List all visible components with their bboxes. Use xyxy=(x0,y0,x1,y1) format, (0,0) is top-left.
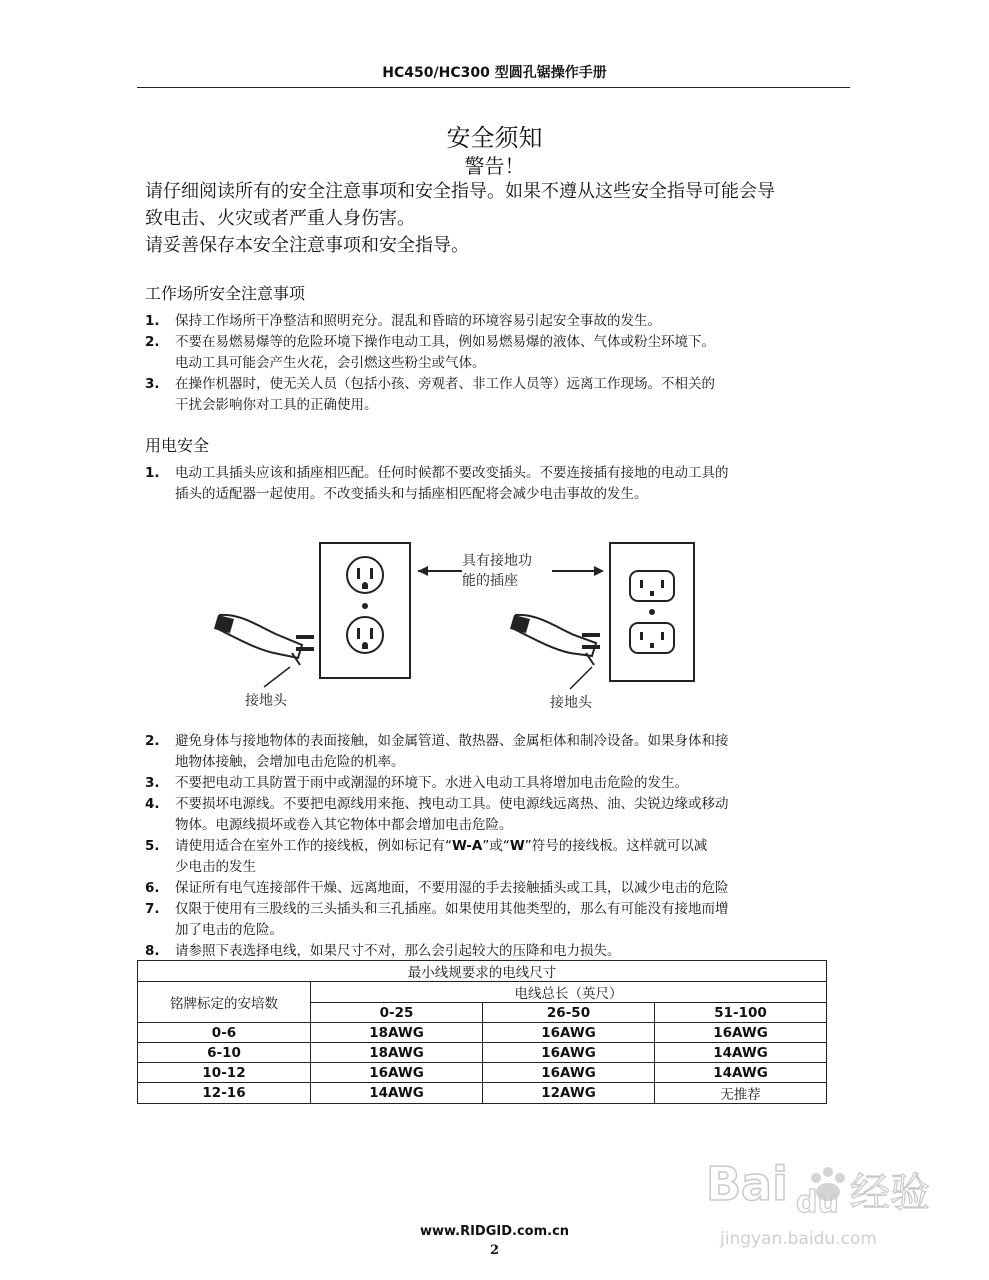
section-heading-work-area: 工作场所安全注意事项 xyxy=(145,284,306,303)
intro-line: 致电击、火灾或者严重人身伤害。 xyxy=(145,208,415,229)
amps-cell: 10-12 xyxy=(138,1063,311,1083)
warning-heading: 警告！ xyxy=(464,154,525,178)
item-number: 4. xyxy=(145,796,160,812)
list-item xyxy=(145,941,845,962)
table-title: 最小线规要求的电线尺寸 xyxy=(138,961,827,982)
item-text: 不要在易燃易爆等的危险环境下操作电动工具，例如易燃易爆的液体、气体或粉尘环境下。 电动工具可能会产生火花，会引燃这些粉尘或气体。 xyxy=(175,334,715,371)
right-ground-caption: 接地头 xyxy=(550,695,592,711)
left-receptacle-top xyxy=(347,557,383,593)
table-cell: 12AWG xyxy=(483,1083,655,1104)
document-header: HC450/HC300 型圆孔锯操作手册 xyxy=(382,65,607,81)
screw-icon xyxy=(362,603,368,609)
list-item xyxy=(145,731,845,773)
item-number: 8. xyxy=(145,943,160,959)
table-cell: 16AWG xyxy=(483,1023,655,1043)
column-header: 51-100 xyxy=(655,1003,827,1023)
amps-cell: 0-6 xyxy=(138,1023,311,1043)
list-item xyxy=(145,899,845,941)
amps-cell: 12-16 xyxy=(138,1083,311,1104)
electrical-list-item1 xyxy=(145,463,845,505)
list-item xyxy=(145,463,845,505)
item-number: 2. xyxy=(145,334,160,350)
item-text xyxy=(175,836,845,878)
outlet-label-line2: 能的插座 xyxy=(462,573,518,589)
work-area-list xyxy=(145,311,845,416)
left-ground-caption: 接地头 xyxy=(245,693,287,709)
table-row xyxy=(138,1043,827,1063)
right-receptacle-bottom xyxy=(630,623,674,653)
watermark-url: jingyan.baidu.com xyxy=(720,1229,877,1249)
item-text: 不要把电动工具防置于雨中或潮湿的环境下。水进入电动工具将增加电击危险的发生。 xyxy=(175,775,688,791)
electrical-list xyxy=(145,731,845,962)
footer-url: www.RIDGID.com.cn xyxy=(419,1224,570,1239)
length-header: 电线总长（英尺） xyxy=(311,982,827,1003)
item-text: 请参照下表选择电线，如果尺寸不对，那么会引起较大的压降和电力损失。 xyxy=(175,943,621,959)
intro-paragraph xyxy=(145,178,855,259)
list-item xyxy=(145,311,845,332)
item-number: 5. xyxy=(145,838,160,854)
item-number: 6. xyxy=(145,880,160,896)
table-cell: 16AWG xyxy=(311,1063,483,1083)
outlet-label-line1: 具有接地功 xyxy=(462,553,532,569)
grounded-outlet-figure xyxy=(200,535,720,715)
list-item xyxy=(145,374,845,416)
table-row xyxy=(138,1023,827,1043)
header-divider xyxy=(137,87,850,88)
table-cell: 无推荐 xyxy=(655,1083,827,1104)
list-item xyxy=(145,878,845,899)
item-text: 在操作机器时，使无关人员（包括小孩、旁观者、非工作人员等）远离工作现场。不相关的 干扰会影响你对工具的正确使用。 xyxy=(175,376,715,413)
item-number: 1. xyxy=(145,465,160,481)
list-item xyxy=(145,773,845,794)
right-plug-icon xyxy=(510,615,600,665)
item-text: 避免身体与接地物体的表面接触，如金属管道、散热器、金属柜体和制冷设备。如果身体和接 地物体接触，会增加电击危险的机率。 xyxy=(175,733,729,770)
watermark-brand2: du xyxy=(796,1185,839,1220)
item-number: 2. xyxy=(145,733,160,749)
table-row xyxy=(138,1083,827,1104)
item-number: 3. xyxy=(145,376,160,392)
watermark-service: 经验 xyxy=(850,1170,930,1216)
item-text: 不要损坏电源线。不要把电源线用来拖、拽电动工具。使电源线远离热、油、尖锐边缘或移动 物体。电源线损坏或卷入其它物体中都会增加电击危险。 xyxy=(175,796,729,833)
item-text: 保持工作场所干净整洁和照明充分。混乱和昏暗的环境容易引起安全事故的发生。 xyxy=(175,313,661,329)
table-cell: 16AWG xyxy=(655,1023,827,1043)
mark-w-a: W-A xyxy=(452,838,483,854)
item-number: 3. xyxy=(145,775,160,791)
arrow-right-head xyxy=(594,566,604,576)
item-text-part: ”或“ xyxy=(482,838,510,854)
item-text: 电动工具插头应该和插座相匹配。任何时候都不要改变插头。不要连接插有接地的电动工具的 插头的适配器一起使用。不改变插头和与插座相匹配将会减少电击事故的发生。 xyxy=(175,465,729,502)
item-number: 7. xyxy=(145,901,160,917)
table-cell: 16AWG xyxy=(483,1063,655,1083)
screw-icon xyxy=(649,609,655,615)
table-cell: 14AWG xyxy=(311,1083,483,1104)
table-cell: 14AWG xyxy=(655,1043,827,1063)
pointer-line xyxy=(570,667,592,689)
watermark-brand: Bai xyxy=(706,1157,788,1211)
item-text-part: 请使用适合在室外工作的接线板，例如标记有“ xyxy=(175,838,452,854)
mark-w: W xyxy=(509,838,525,854)
left-outlet-plate xyxy=(320,543,410,678)
arrow-left-head xyxy=(418,566,428,576)
baidu-watermark xyxy=(700,1148,960,1258)
left-plug-icon xyxy=(214,615,314,665)
item-text: 保证所有电气连接部件干燥、远离地面，不要用湿的手去接触插头或工具，以减少电击的危险 xyxy=(175,880,729,896)
table-cell: 14AWG xyxy=(655,1063,827,1083)
section-heading-electrical: 用电安全 xyxy=(145,436,210,455)
amps-cell: 6-10 xyxy=(138,1043,311,1063)
intro-line: 请仔细阅读所有的安全注意事项和安全指导。如果不遵从这些安全指导可能会导 xyxy=(145,181,775,202)
table-cell: 18AWG xyxy=(311,1023,483,1043)
item-number: 1. xyxy=(145,313,160,329)
left-receptacle-bottom xyxy=(347,617,383,653)
pointer-line xyxy=(264,667,290,687)
intro-line: 请妥善保存本安全注意事项和安全指导。 xyxy=(145,235,469,256)
item-text-part: ”符号的接线板。这样就可以减 少电击的发生 xyxy=(175,838,708,875)
list-item xyxy=(145,836,845,878)
table-cell: 16AWG xyxy=(483,1043,655,1063)
table-row xyxy=(138,1063,827,1083)
item-text: 仅限于使用有三股线的三头插头和三孔插座。如果使用其他类型的，那么有可能没有接地而增 加了电击的危险。 xyxy=(175,901,729,938)
list-item xyxy=(145,332,845,374)
page-title: 安全须知 xyxy=(446,124,543,152)
right-receptacle-top xyxy=(630,571,674,601)
list-item xyxy=(145,794,845,836)
column-header: 26-50 xyxy=(483,1003,655,1023)
amp-header: 铭牌标定的安培数 xyxy=(138,982,311,1023)
wire-size-table xyxy=(137,960,827,1104)
page-number: 2 xyxy=(489,1243,500,1258)
column-header: 0-25 xyxy=(311,1003,483,1023)
table-cell: 18AWG xyxy=(311,1043,483,1063)
